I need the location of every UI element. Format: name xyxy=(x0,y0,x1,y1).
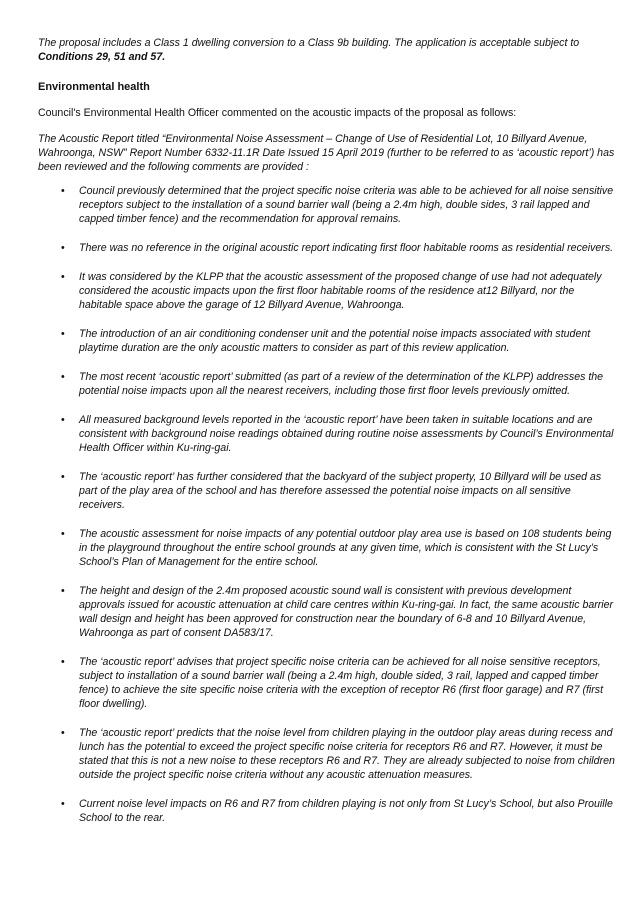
bullet-item xyxy=(38,370,616,398)
bullet-icon: • xyxy=(61,371,65,383)
bullet-text: Council previously determined that the project specific noise criteria was able to be achieved for all noise sensitive receptors subject to the installation of a sound barrier wall (being a 2.4m high, double sides, 3 rail lapped and capped timber fence) and the recommendation for approval remains. xyxy=(79,185,614,225)
bullet-icon: • xyxy=(61,414,65,426)
bullet-item xyxy=(38,527,616,569)
intro-paragraph xyxy=(38,36,616,64)
bullet-item xyxy=(38,797,616,825)
bullet-icon: • xyxy=(61,185,65,197)
bullet-item xyxy=(38,241,616,255)
bullet-text: The ‘acoustic report’ advises that project specific noise criteria can be achieved for all noise sensitive receptors, subject to installation of a sound barrier wall (being a 2.4m high, double sided, 3 rail, lapped and capped timber fence) to achieve the site specific noise criteria with the exception of receptor R6 (first floor garage) and R7 (first floor dwelling). xyxy=(79,656,604,710)
bullet-icon: • xyxy=(61,328,65,340)
bullet-icon: • xyxy=(61,656,65,668)
bullet-item xyxy=(38,584,616,640)
bullet-item xyxy=(38,327,616,355)
bullet-item xyxy=(38,184,616,226)
bullet-icon: • xyxy=(61,798,65,810)
bullet-text: The height and design of the 2.4m proposed acoustic sound wall is consistent with previous development approvals issued for acoustic attenuation at child care centres within Ku-ring-gai. In fact, the same acoustic barrier wall design and height has been approved for construction near the boundary of 6-8 and 10 Billyard Avenue, Wahroonga as part of consent DA583/17. xyxy=(79,585,614,639)
document-page xyxy=(38,36,616,840)
bullet-icon: • xyxy=(61,727,65,739)
bullet-text: The acoustic assessment for noise impacts of any potential outdoor play area use is based on 108 students being in the playground throughout the entire school grounds at any given time, which is consistent with the St Lucy’s School’s Plan of Management for the entire school. xyxy=(79,528,612,568)
bullet-icon: • xyxy=(61,271,65,283)
bullet-text: The introduction of an air conditioning condenser unit and the potential noise impacts associated with student playtime duration are the only acoustic matters to consider as part of this review application. xyxy=(79,328,591,354)
bullet-text: It was considered by the KLPP that the acoustic assessment of the proposed change of use had not adequately considered the acoustic impacts upon the first floor habitable rooms of the residence at12 Billyard, nor the habitable space above the garage of 12 Billyard Avenue, Wahroonga. xyxy=(79,271,602,311)
comment-lead-paragraph: Council's Environmental Health Officer commented on the acoustic impacts of the proposal as follows: xyxy=(38,107,517,119)
comments-bullet-list xyxy=(38,184,616,825)
bullet-text: Current noise level impacts on R6 and R7 from children playing is not only from St Lucy’s School, but also Prouille School to the rear. xyxy=(79,798,613,824)
bullet-text: There was no reference in the original acoustic report indicating first floor habitable rooms as residential receivers. xyxy=(79,242,614,254)
bullet-item xyxy=(38,726,616,782)
bullet-icon: • xyxy=(61,242,65,254)
conditions-reference: Conditions 29, 51 and 57. xyxy=(38,51,166,63)
bullet-icon: • xyxy=(61,585,65,597)
bullet-text: All measured background levels reported in the ‘acoustic report’ have been taken in suitable locations and are consistent with background noise readings obtained during routine noise assessments by Council’s Environmental Health Officer within Ku-ring-gai. xyxy=(79,414,614,454)
bullet-icon: • xyxy=(61,528,65,540)
bullet-item xyxy=(38,270,616,312)
bullet-item xyxy=(38,655,616,711)
bullet-item xyxy=(38,470,616,512)
bullet-text: The ‘acoustic report’ predicts that the noise level from children playing in the outdoor play areas during recess and lunch has the potential to exceed the project specific noise criteria for receptors R6 and R7. However, it must be stated that this is not a new noise to these receptors R6 and R7. They are already subjected to noise from children outside the project specific noise criteria without any acoustic attenuation measures. xyxy=(79,727,615,781)
acoustic-report-paragraph: The Acoustic Report titled “Environmental Noise Assessment – Change of Use of Residential Lot, 10 Billyard Avenue, Wahroonga, NSW” Report Number 6332-11.1R Date Issued 15 April 2019 (further to be referred to as ‘acoustic report’) has been reviewed and the following comments are provided : xyxy=(38,133,615,173)
bullet-text: The ‘acoustic report’ has further considered that the backyard of the subject property, 10 Billyard will be used as part of the play area of the school and has therefore assessed the potential noise impacts on all sensitive receivers. xyxy=(79,471,602,511)
bullet-icon: • xyxy=(61,471,65,483)
section-heading: Environmental health xyxy=(38,81,150,93)
intro-text: The proposal includes a Class 1 dwelling conversion to a Class 9b building. The application is acceptable subject to xyxy=(38,37,580,49)
bullet-text: The most recent ‘acoustic report’ submitted (as part of a review of the determination of the KLPP) addresses the potential noise impacts upon all the nearest receivers, including those first floor levels previously omitted. xyxy=(79,371,604,397)
bullet-item xyxy=(38,413,616,455)
